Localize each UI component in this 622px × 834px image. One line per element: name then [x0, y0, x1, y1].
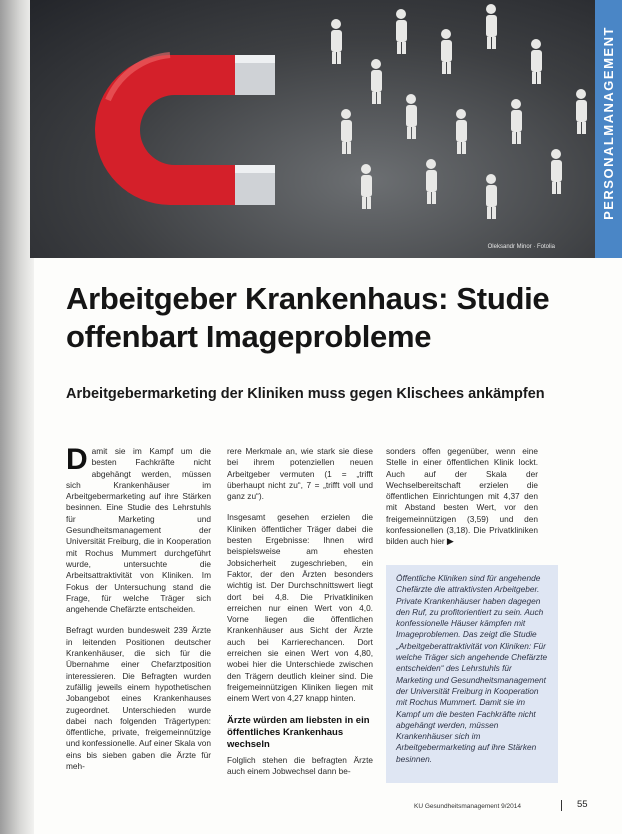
section-tab-label: PERSONALMANAGEMENT [601, 26, 616, 220]
text-column-1 [66, 443, 211, 782]
summary-box [386, 565, 558, 783]
magnet-illustration [30, 0, 595, 258]
binding-shadow [0, 0, 34, 834]
footer-divider [561, 800, 562, 811]
col1-paragraph-1: amit sie im Kampf um die besten Fachkräfte nicht abgehängt werden, müssen sich Krankenhäuser im Arbeitgebermarketing auf ihre Stärken besinnen. Eine Studie des Lehrstuhls für Marketing und Gesundheitsmanagement der Universität Freiburg, die in Kooperation mit Rochus Mummert durchgeführt wurde, untersuchte die Arbeitsattraktivität von Kliniken. Im Fokus der Untersuchung stand die Frage, für welche Träger sich angehende Chefärzte entscheiden. [66, 446, 211, 615]
col2-paragraph-3: Folglich stehen die befragten Ärzte auch einem Jobwechsel dann be- [227, 754, 373, 776]
col3-paragraph-1 [386, 446, 538, 548]
page-number: 55 [577, 799, 588, 810]
text-column-2 [227, 446, 373, 787]
col3-paragraph-text: sonders offen gegenüber, wenn eine Stelle in einer öffentlichen Klinik lockt. Auch auf der Skala der Wechselbereitschaft erzielen die öffentlichen Einrichtungen mit 4,37 den mit Abstand besten Wert, vor den freigemeinnützigen (3,59) und den konfessionellen (3,18). Die Privatkliniken bilden auch hier [386, 446, 538, 547]
hero-image-magnet [30, 0, 595, 258]
intro-paragraph [66, 443, 211, 615]
footer-publication: KU Gesundheitsmanagement 9/2014 [414, 803, 521, 810]
section-tab [595, 0, 622, 258]
magnet-icon [95, 55, 275, 205]
drop-cap: D [66, 443, 88, 476]
section-heading: Ärzte würden am liebsten in ein öffentliches Krankenhaus wechseln [227, 714, 370, 750]
col2-paragraph-2: Insgesamt gesehen erzielen die Kliniken öffentlicher Träger dabei die besten Ergebnisse: Ihnen wird beispielsweise am ehesten Jobsicherheit zugeschrieben, ein Faktor, der den Ärzten besonders wichtig ist. Der Durchschnittswert liegt dort bei 4,8. Die Privatkliniken erreichen nur einen Wert von 4,0. Vorne liegen die öffentlichen Krankenhäuser aus Sicht der Ärzte auch bei Karrierechancen. Dort erreichen sie einen Wert von 4,80, wobei hier die Unterschiede zwischen den Trägern deutlich kleiner sind. Die freigemeinnützigen Kliniken liegen mit einem Wert von 4,27 knapp hinten. [227, 512, 373, 704]
col1-paragraph-2: Befragt wurden bundesweit 239 Ärzte in leitenden Positionen deutscher Krankenhäuser, die sich für die Übernahme einer Chefarztposition interessieren. Die Befragten wurden zufällig jeweils einem hypothetischen Jobangebot eines Krankenhauses zugeordnet. Unterschieden wurde dabei nach folgenden Trägertypen: öffentliche, private, freigemeinnützige und konfessionelle. Auf einer Skala von eins bis sieben gaben die Ärzte für meh- [66, 625, 211, 772]
continue-arrow-icon: ▶ [446, 536, 454, 547]
article-title: Arbeitgeber Krankenhaus: Studie offenbart Imageprobleme [66, 281, 550, 354]
col2-paragraph-1: rere Merkmale an, wie stark sie diese bei ihrem potenziellen neuen Arbeitgeber vermuten (1 = „trifft überhaupt nicht zu“, 7 = „trifft voll und ganz zu“). [227, 446, 373, 502]
figures-group [331, 4, 587, 219]
article-subtitle: Arbeitgebermarketing der Kliniken muss gegen Klischees ankämpfen [66, 386, 545, 402]
photo-credit: Oleksandr Minor · Fotolia [487, 244, 555, 250]
summary-text: Öffentliche Kliniken sind für angehende Chefärzte die attraktivsten Arbeitgeber. Private Krankenhäuser haben dagegen den Ruf, zu profitorientiert zu sein. Auch konfessionelle Häuser kämpfen mit Imageproblemen. Das zeigt die Studie „Arbeitgeberattraktivität von Kliniken: Für welche Träger sich angehende Chefärzte entscheiden“ des Lehrstuhls für Marketing und Gesundheitsmanagement der Universität Freiburg in Kooperation mit Rochus Mummert. Damit sie im Kampf um die besten Fachkräfte nicht abgehängt werden, müssen Krankenhäuser sich im Arbeitgebermarketing auf ihre Stärken besinnen. [396, 573, 548, 764]
text-column-3 [386, 446, 538, 558]
